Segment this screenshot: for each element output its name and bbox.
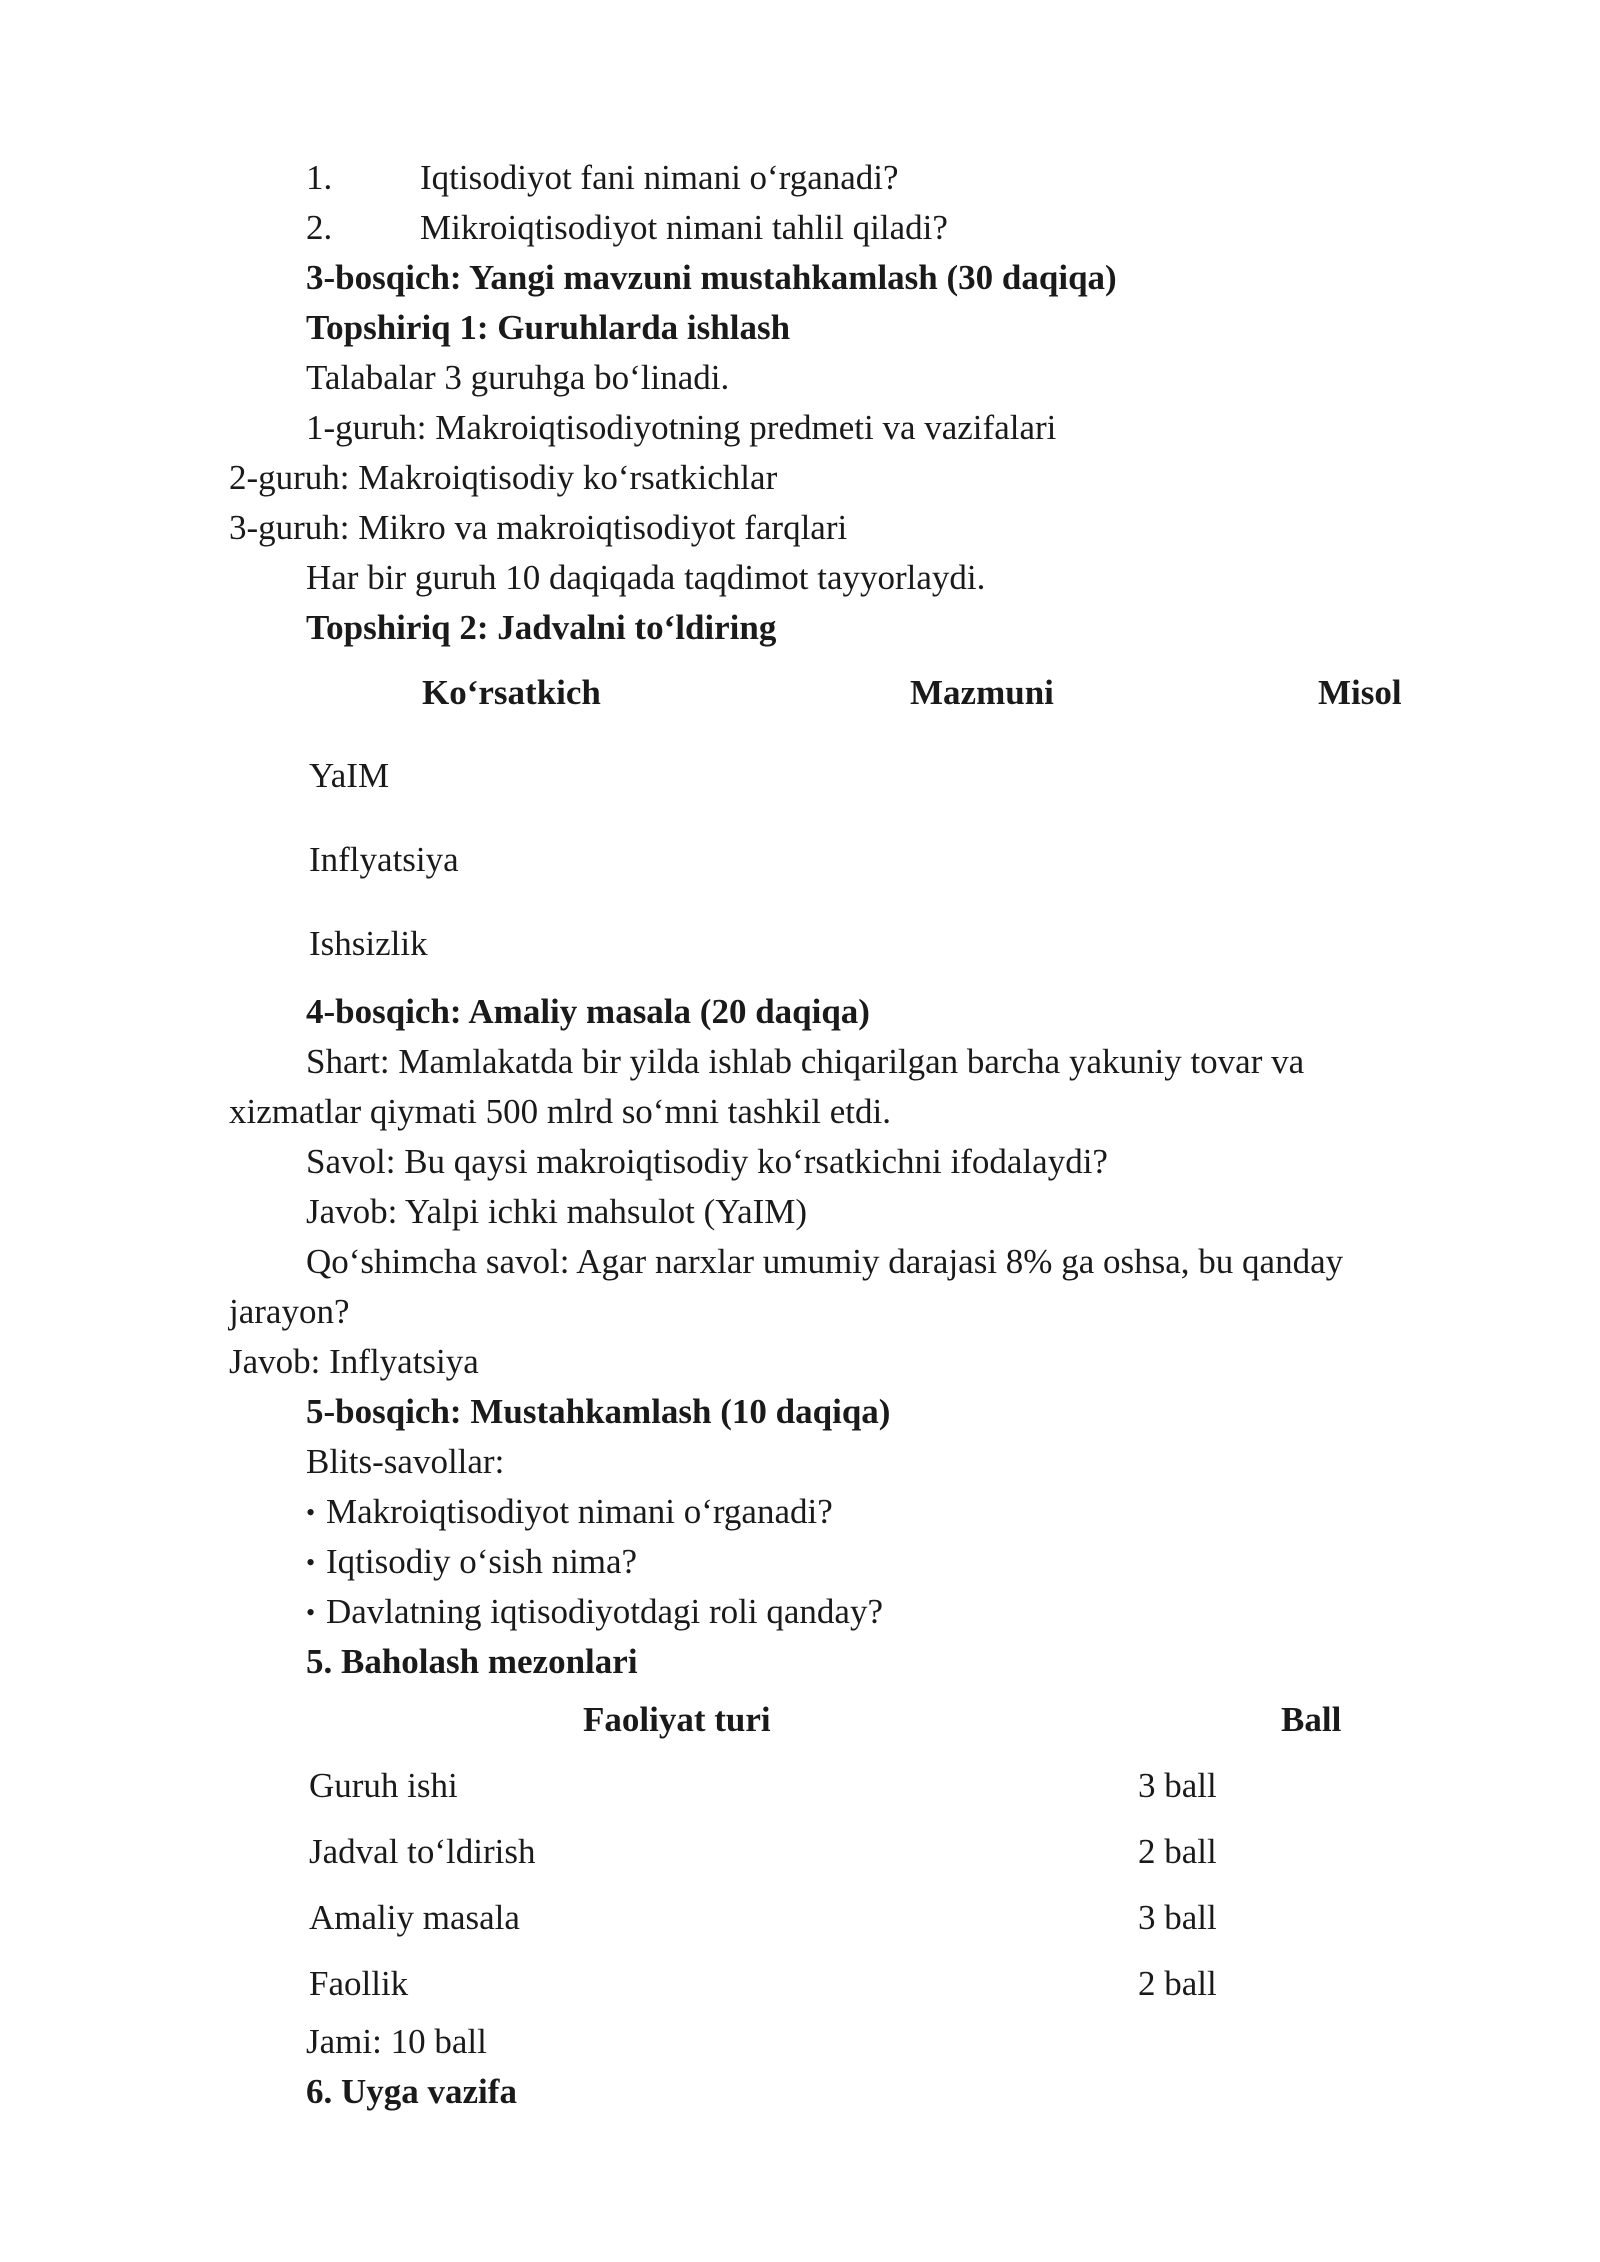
table-header-example: Misol	[1318, 673, 1402, 712]
presentation-note: Har bir guruh 10 daqiqada taqdimot tayyorlaydi.	[306, 558, 986, 597]
extra-question-line: jarayon?	[229, 1292, 350, 1331]
table-cell-activity: Guruh ishi	[309, 1766, 458, 1805]
list-item	[306, 1537, 637, 1588]
question-number: 2.	[306, 208, 333, 247]
list-item-text: Makroiqtisodiyot nimani o‘rganadi?	[326, 1492, 833, 1531]
group-line: 3-guruh: Mikro va makroiqtisodiyot farqlari	[229, 508, 848, 547]
bullet-icon: •	[306, 1598, 316, 1627]
table-row-label: Inflyatsiya	[309, 840, 459, 879]
group-line: 1-guruh: Makroiqtisodiyotning predmeti va vazifalari	[306, 408, 1057, 447]
stage4-answer: Javob: Yalpi ichki mahsulot (YaIM)	[306, 1192, 808, 1231]
condition-line: xizmatlar qiymati 500 mlrd so‘mni tashkil etdi.	[229, 1092, 891, 1131]
question-text: Iqtisodiyot fani nimani o‘rganadi?	[420, 158, 899, 197]
condition-line: Shart: Mamlakatda bir yilda ishlab chiqarilgan barcha yakuniy tovar va	[306, 1042, 1305, 1081]
stage4-question: Savol: Bu qaysi makroiqtisodiy ko‘rsatkichni ifodalaydi?	[306, 1142, 1108, 1181]
task1-heading: Topshiriq 1: Guruhlarda ishlash	[306, 308, 791, 347]
list-item	[306, 1587, 883, 1638]
assessment-heading: 5. Baholash mezonlari	[306, 1642, 638, 1681]
table-header-indicator: Ko‘rsatkich	[422, 673, 601, 712]
table-cell-activity: Amaliy masala	[309, 1898, 520, 1937]
table-cell-activity: Faollik	[309, 1964, 409, 2003]
table-cell-score: 3 ball	[1138, 1766, 1217, 1805]
table-cell-score: 2 ball	[1138, 1832, 1217, 1871]
question-number: 1.	[306, 158, 333, 197]
table-header-score: Ball	[1281, 1700, 1342, 1739]
table-header-content: Mazmuni	[910, 673, 1054, 712]
stage4-heading: 4-bosqich: Amaliy masala (20 daqiqa)	[306, 992, 870, 1031]
table-header-activity: Faoliyat turi	[583, 1700, 771, 1739]
extra-question-line: Qo‘shimcha savol: Agar narxlar umumiy darajasi 8% ga oshsa, bu qanday	[306, 1242, 1344, 1281]
groups-intro: Talabalar 3 guruhga bo‘linadi.	[306, 358, 730, 397]
group-line: 2-guruh: Makroiqtisodiy ko‘rsatkichlar	[229, 458, 778, 497]
stage3-heading: 3-bosqich: Yangi mavzuni mustahkamlash (30 daqiqa)	[306, 258, 1117, 297]
list-item	[306, 1487, 833, 1538]
blitz-label: Blits-savollar:	[306, 1442, 505, 1481]
list-item-text: Davlatning iqtisodiyotdagi roli qanday?	[326, 1592, 883, 1631]
bullet-icon: •	[306, 1548, 316, 1577]
table-cell-score: 3 ball	[1138, 1898, 1217, 1937]
list-item-text: Iqtisodiy o‘sish nima?	[326, 1542, 638, 1581]
bullet-icon: •	[306, 1498, 316, 1527]
table-cell-score: 2 ball	[1138, 1964, 1217, 2003]
question-text: Mikroiqtisodiyot nimani tahlil qiladi?	[420, 208, 948, 247]
table-row-label: Ishsizlik	[309, 924, 428, 963]
table-cell-activity: Jadval to‘ldirish	[309, 1832, 536, 1871]
homework-heading: 6. Uyga vazifa	[306, 2072, 517, 2111]
task2-heading: Topshiriq 2: Jadvalni to‘ldiring	[306, 608, 777, 647]
assessment-total: Jami: 10 ball	[306, 2022, 487, 2061]
stage5-heading: 5-bosqich: Mustahkamlash (10 daqiqa)	[306, 1392, 891, 1431]
extra-answer: Javob: Inflyatsiya	[229, 1342, 479, 1381]
table-row-label: YaIM	[309, 756, 390, 795]
